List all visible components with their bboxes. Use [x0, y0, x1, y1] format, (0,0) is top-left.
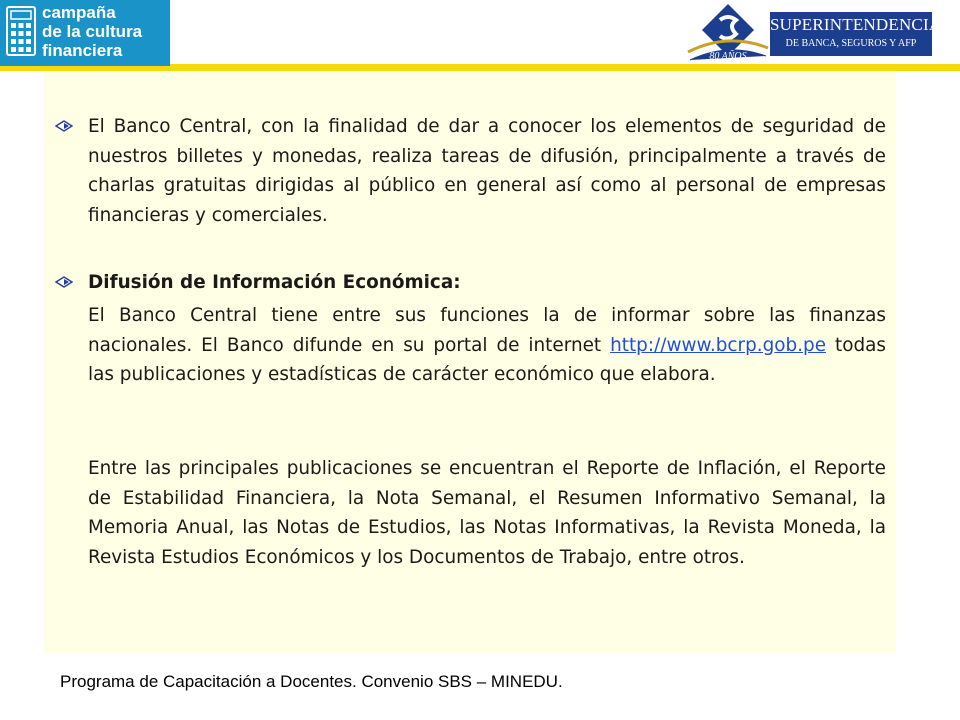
- diamond-bullet-icon: [55, 276, 73, 288]
- paragraph-information: [88, 301, 886, 390]
- paragraph-information-end: todas las publicaciones y estadísticas de carácter económico que elabora.: [88, 334, 886, 385]
- sbs-logo: [684, 2, 942, 64]
- section-heading: Difusión de Información Económica:: [88, 272, 461, 293]
- sbs-title: SUPERINTENDENCIA: [770, 15, 942, 34]
- sbs-emblem-icon: [684, 2, 772, 64]
- calculator-icon: [6, 6, 36, 56]
- paragraph-information-start: El Banco Central tiene entre sus funciones la de informar sobre las finanzas nacionales. El Banco difunde en su portal de internet: [88, 305, 886, 356]
- sbs-name: [770, 12, 942, 56]
- campaign-title: [42, 3, 142, 60]
- campaign-line-3: financiera: [42, 41, 123, 60]
- anniversary-text: 80 AÑOS: [709, 51, 747, 62]
- footer-text: Programa de Capacitación a Docentes. Convenio SBS – MINEDU.: [60, 672, 563, 691]
- campaign-line-1: campaña: [42, 3, 116, 22]
- paragraph-publications: Entre las principales publicaciones se encuentran el Reporte de Inflación, el Reporte de Estabilidad Financiera, la Nota Semanal, el Resumen Informativo Semanal, la Memoria Anual, las Notas de Estudios, las Notas Informativas, la Revista Moneda, la Revista Estudios Económicos y los Documentos de Trabajo, entre otros.: [88, 458, 886, 568]
- diamond-bullet-icon: [55, 120, 73, 132]
- campaign-logo: [0, 0, 170, 66]
- paragraph-security: El Banco Central, con la finalidad de dar a conocer los elementos de seguridad de nuestros billetes y monedas, realiza tareas de difusión, principalmente a través de charlas gratuitas dirigidas al público en general así como al personal de empresas financieras y comerciales.: [88, 116, 886, 226]
- campaign-line-2: de la cultura: [42, 22, 143, 41]
- bcrp-link[interactable]: http://www.bcrp.gob.pe: [610, 334, 827, 356]
- sbs-subtitle: DE BANCA, SEGUROS Y AFP: [785, 38, 917, 49]
